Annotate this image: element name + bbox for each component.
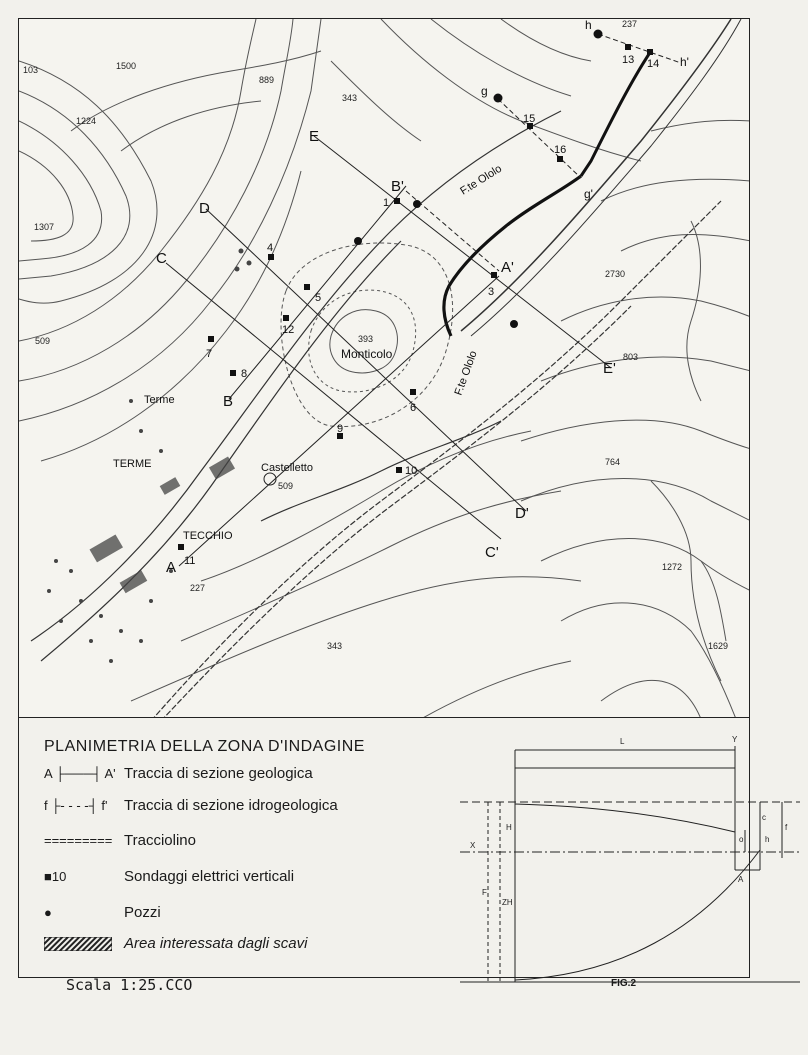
ves-number-8: 8	[241, 368, 248, 380]
section-letter-h: h	[585, 19, 592, 32]
legend-symbol-dashed-section: f ├- - - -┤ f'	[44, 798, 108, 813]
elevation-label: 803	[623, 352, 639, 362]
legend-symbol-solid-section: A ├───┤ A'	[44, 766, 116, 781]
elevation-label: 1629	[708, 641, 729, 651]
section-letter-g: g	[481, 84, 488, 98]
ves-number-13: 13	[622, 54, 635, 66]
legend-symbol-square: ■10	[44, 869, 67, 884]
legend-item-pozzi	[44, 904, 161, 921]
elevation-label: 227	[190, 583, 206, 593]
elevation-label: 764	[605, 457, 621, 467]
elevation-label: 393	[358, 334, 374, 344]
place-terme-lower: TERME	[113, 458, 152, 470]
river-label-upper: F.te Ololo	[458, 162, 504, 198]
section-letter-a-prime: A'	[501, 259, 514, 276]
ves-number-1: 1	[383, 197, 390, 209]
section-letter-b-prime: B'	[391, 178, 404, 195]
ves-number-5: 5	[315, 292, 322, 304]
section-letter-d-prime: D'	[515, 505, 529, 522]
elevation-label: 509	[35, 336, 51, 346]
elevation-label: 1224	[76, 116, 97, 126]
section-letter-c-prime: C'	[485, 544, 499, 561]
legend-item-tracciolino	[44, 832, 196, 849]
legend-label: Pozzi	[124, 904, 161, 921]
legend-symbol-double-dashed: =========	[44, 833, 113, 848]
legend-label: Tracciolino	[124, 832, 196, 849]
elevation-label: 103	[23, 65, 39, 75]
ves-number-4: 4	[267, 242, 274, 254]
legend-item-sondaggi	[44, 868, 294, 885]
fig2-label-y: Y	[732, 735, 738, 744]
section-letter-d: D	[199, 200, 210, 217]
map-frame	[18, 18, 750, 718]
legend-symbol-hatch	[44, 937, 124, 951]
fig2-label-a: A	[738, 875, 744, 884]
place-tecchio: TECCHIO	[183, 530, 233, 542]
section-letter-b: B	[223, 393, 234, 410]
ves-number-7: 7	[206, 348, 213, 360]
ves-number-10: 10	[405, 465, 418, 477]
section-letter-e: E	[309, 128, 320, 145]
elevation-label: 889	[259, 75, 275, 85]
section-letter-e-prime: E'	[603, 360, 616, 377]
ves-number-16: 16	[554, 144, 567, 156]
section-letter-h-prime: h'	[680, 55, 689, 69]
fig2-label-c: c	[762, 813, 766, 822]
elevation-label: 343	[327, 641, 343, 651]
legend-label: Traccia di sezione idrogeologica	[124, 797, 338, 814]
elevation-label: 509	[278, 481, 294, 491]
fig2-label-f: F	[482, 888, 487, 897]
legend-item-excavation-area	[44, 935, 307, 952]
fig2-label-o: o	[739, 835, 744, 844]
elevation-label: 1272	[662, 562, 683, 572]
legend-title: PLANIMETRIA DELLA ZONA D'INDAGINE	[44, 738, 365, 755]
legend-label: Sondaggi elettrici verticali	[124, 868, 295, 885]
section-letter-g-prime: g'	[584, 187, 593, 201]
fig2-label-x: X	[470, 841, 476, 850]
ves-number-9: 9	[337, 423, 344, 435]
figure-2-diagram	[460, 730, 800, 990]
section-letter-a: A	[166, 559, 177, 576]
place-castelletto: Castelletto	[261, 462, 313, 474]
map-scale: Scala 1:25.CCO	[66, 976, 193, 994]
elevation-label: 2730	[605, 269, 626, 279]
place-monticolo: Monticolo	[341, 347, 393, 361]
legend-item-geological-section	[44, 765, 313, 782]
elevation-label: 237	[622, 19, 638, 29]
ves-number-11: 11	[184, 555, 196, 567]
fig2-label-h-small: h	[765, 835, 770, 844]
legend-label: Area interessata dagli scavi	[124, 935, 308, 952]
legend-label: Traccia di sezione geologica	[124, 765, 313, 782]
figure-2-caption: FIG.2	[611, 978, 637, 989]
legend-item-hydro-section	[44, 797, 338, 814]
ves-number-15: 15	[523, 113, 536, 125]
ves-number-6: 6	[410, 402, 417, 414]
fig2-label-h: H	[506, 823, 512, 832]
elevation-label: 1500	[116, 61, 137, 71]
ves-number-3: 3	[488, 286, 495, 298]
river-label-lower: F.te Ololo	[452, 349, 480, 398]
topographic-map	[19, 19, 750, 718]
section-letter-c: C	[156, 250, 167, 267]
elevation-label: 343	[342, 93, 358, 103]
place-terme-upper: Terme	[144, 394, 175, 406]
ves-number-14: 14	[647, 58, 660, 70]
fig2-label-zh: ZH	[502, 898, 513, 907]
ves-number-12: 12	[282, 324, 295, 336]
elevation-label: 1307	[34, 222, 55, 232]
legend-symbol-dot: ●	[44, 905, 52, 920]
fig2-label-l: L	[620, 737, 625, 746]
fig2-label-f-small: f	[785, 823, 788, 832]
hatch-swatch	[44, 937, 112, 951]
